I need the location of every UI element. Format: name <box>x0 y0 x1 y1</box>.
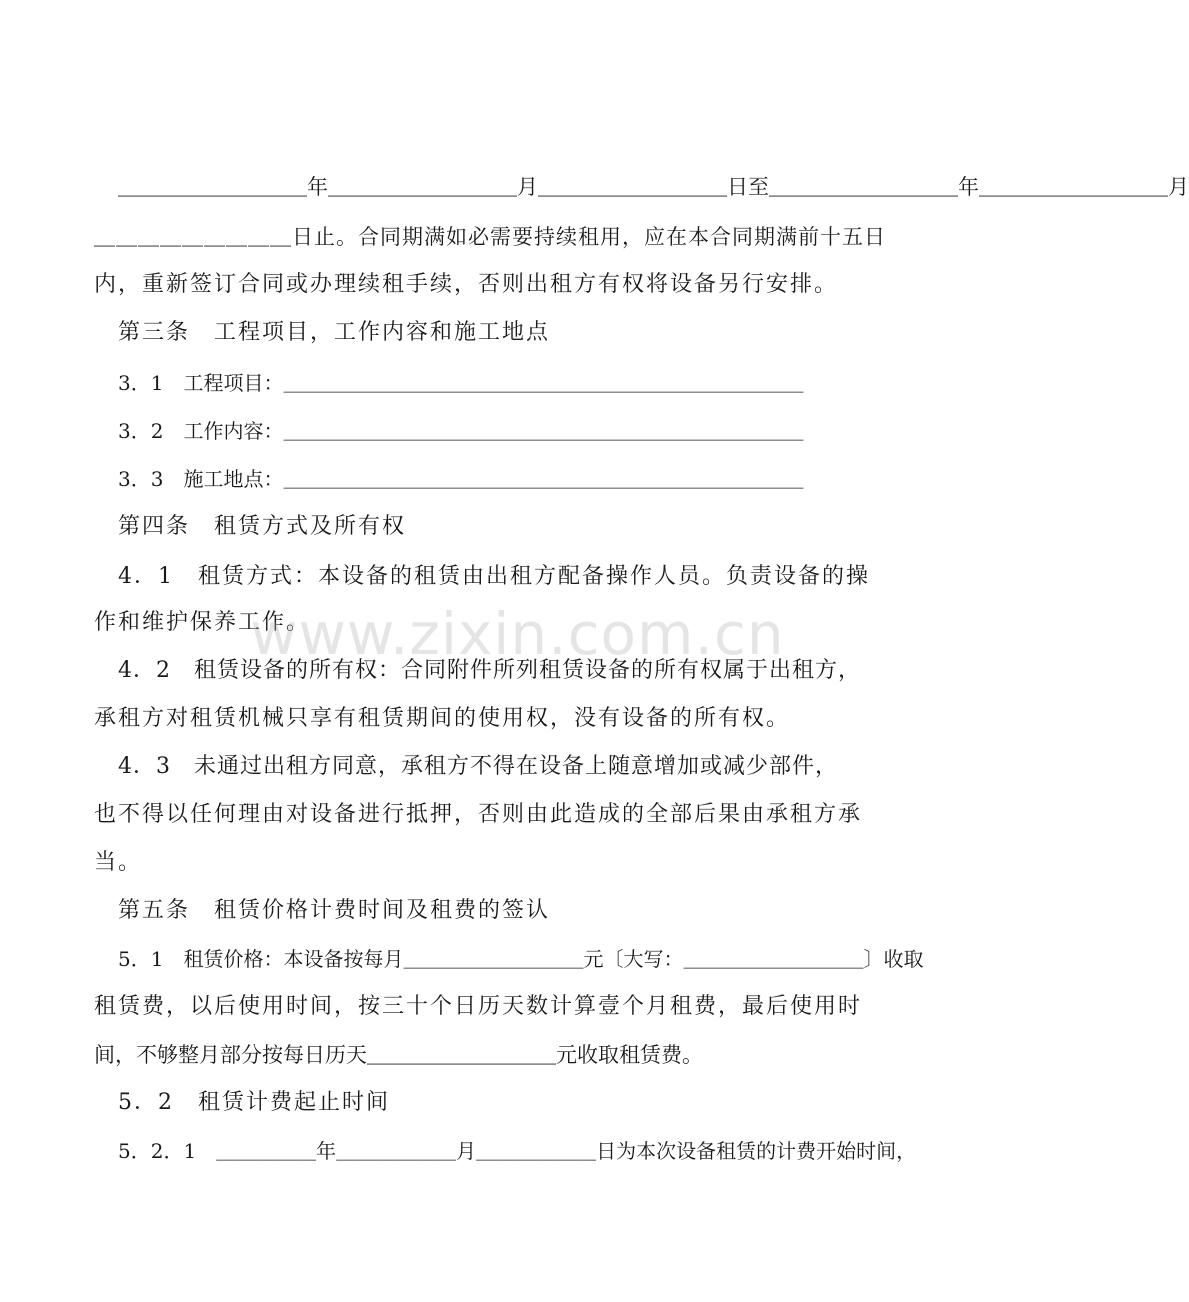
text-line: 承租方对租赁机械只享有租赁期间的使用权，没有设备的所有权。 <box>94 706 791 731</box>
text-line: 4．3 未通过出租方同意，承租方不得在设备上随意增加或减少部件， <box>118 754 838 779</box>
text-line: 3．2 工作内容：＿＿＿＿＿＿＿＿＿＿＿＿＿＿＿＿＿＿＿＿＿＿＿＿＿＿ <box>118 419 804 443</box>
text-line: 也不得以任何理由对设备进行抵押，否则由此造成的全部后果由承租方承 <box>94 802 863 827</box>
text-line: ＿＿＿＿＿＿＿＿＿日止。合同期满如必需要持续租用，应在本合同期满前十五日 <box>94 225 886 249</box>
text-line: 5．2．1 ＿＿＿＿＿年＿＿＿＿＿＿月＿＿＿＿＿＿日为本次设备租赁的计费开始时间， <box>118 1139 917 1163</box>
text-line: 间，不够整月部分按每日历天＿＿＿＿＿＿＿＿＿元收取租赁费。 <box>94 1043 703 1067</box>
watermark: www.zixin.com.cn <box>250 600 785 668</box>
section-heading: 第四条 租赁方式及所有权 <box>118 514 407 539</box>
text-line: 3．3 施工地点：＿＿＿＿＿＿＿＿＿＿＿＿＿＿＿＿＿＿＿＿＿＿＿＿＿＿ <box>118 467 804 491</box>
section-heading: 第五条 租赁价格计费时间及租费的签认 <box>118 898 551 923</box>
text-line: ＿＿＿＿＿＿＿＿＿年＿＿＿＿＿＿＿＿＿月＿＿＿＿＿＿＿＿＿日至＿＿＿＿＿＿＿＿＿年＿＿＿＿＿＿＿＿＿月 <box>118 175 1189 199</box>
text-line: 租赁费，以后使用时间，按三十个日历天数计算壹个月租费，最后使用时 <box>94 994 863 1019</box>
text-line: 作和维护保养工作。 <box>94 610 311 635</box>
text-line: 内，重新签订合同或办理续租手续，否则出租方有权将设备另行安排。 <box>94 272 839 297</box>
text-line: 当。 <box>94 850 143 875</box>
text-line: 5．2 租赁计费起止时间 <box>118 1090 390 1115</box>
text-line: 5．1 租赁价格：本设备按每月＿＿＿＿＿＿＿＿＿元〔大写：＿＿＿＿＿＿＿＿＿〕收取 <box>118 947 924 971</box>
text-line: 4．2 租赁设备的所有权：合同附件所列租赁设备的所有权属于出租方， <box>118 658 861 683</box>
text-line: 3．1 工程项目：＿＿＿＿＿＿＿＿＿＿＿＿＿＿＿＿＿＿＿＿＿＿＿＿＿＿ <box>118 371 804 395</box>
text-line: 4．1 租赁方式：本设备的租赁由出租方配备操作人员。负责设备的操 <box>118 564 870 589</box>
section-heading: 第三条 工程项目，工作内容和施工地点 <box>118 320 551 345</box>
